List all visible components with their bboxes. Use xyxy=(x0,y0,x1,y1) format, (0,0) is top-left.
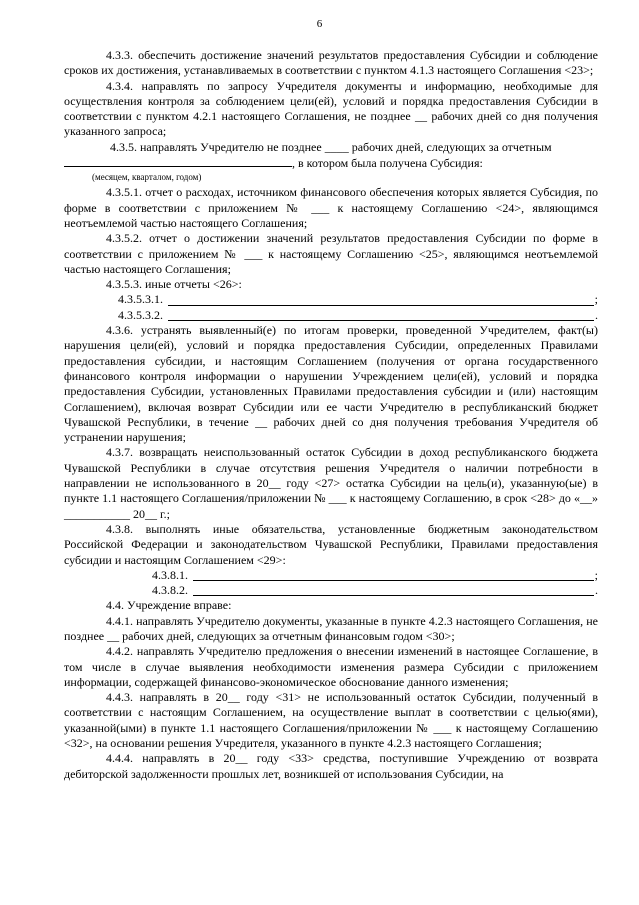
clause-4-3-6: 4.3.6. устранять выявленный(е) по итогам проверки, проведенной Учредителем, факт(ы) нарушения цели(ей), условий и порядка предоставления Субсидии, определенных Правилами предоставления субсидии, и настоящим Соглашением (получения от органа государственного финансового контроля информации о нарушении Учреждением цели(ей), условий и порядка предоставления Субсидии, установленных Правилами предоставления субсидии и (или) настоящим Соглашением), включая возврат Субсидии или ее части Учредителю в республиканский бюджет Чувашской Республики, в течение __ рабочих дней со дня получения требования Учредителя об устранении нарушения; xyxy=(64,323,598,445)
clause-4-3-5-3-2 xyxy=(64,308,598,323)
clause-4-3-4: 4.3.4. направлять по запросу Учредителя документы и информацию, необходимые для осуществления контроля за соблюдением цели(ей), условий и порядка предоставления Субсидии в соответствии с пунктом 4.2.1 настоящего Соглашения, не позднее __ рабочих дней со дня получения указанного запроса; xyxy=(64,78,598,139)
clause-4-3-8-2 xyxy=(64,583,598,598)
blank-line xyxy=(193,584,594,596)
clause-4-4-1: 4.4.1. направлять Учредителю документы, указанные в пункте 4.2.3 настоящего Соглашения, не позднее __ рабочих дней, следующих за отчетным финансовым годом <30>; xyxy=(64,613,598,643)
blank-line xyxy=(168,309,594,321)
line-end: . xyxy=(595,583,598,598)
clause-4-3-8: 4.3.8. выполнять иные обязательства, установленные бюджетным законодательством Российской Федерации и законодательством Чувашской Республики, Правилами предоставления субсидии и настоящим Соглашением <29>: xyxy=(64,521,598,567)
clause-4-3-7: 4.3.7. возвращать неиспользованный остаток Субсидии в доход республиканского бюджета Чувашской Республики в случае отсутствия решения Учредителя о наличии потребности в направлении не использованного в 20__ году <27> остатка Субсидии на цель(и), указанную(ые) в пункте 1.1 настоящего Соглашения/приложении № ___ к настоящему Соглашению, в срок <28> до «__» ___________ 20__ г.; xyxy=(64,445,598,521)
clause-4-3-3: 4.3.3. обеспечить достижение значений результатов предоставления Субсидии и соблюдение сроков их достижения, устанавливаемых в соответствии с пунктом 4.1.3 настоящего Соглашения <23>; xyxy=(64,48,598,78)
clause-4-3-5-text-a: 4.3.5. направлять Учредителю не позднее ____ рабочих дней, следующих за отчетным xyxy=(110,139,552,154)
document-body xyxy=(64,48,598,782)
clause-number: 4.3.5.3.1. xyxy=(118,292,163,307)
clause-4-3-5 xyxy=(64,140,598,172)
clause-4-3-5-1: 4.3.5.1. отчет о расходах, источником финансового обеспечения которых является Субсидия, по форме в соответствии с приложением № ___ к настоящему Соглашению <24>, являющимся неотъемлемой частью настоящего Соглашения; xyxy=(64,185,598,230)
clause-4-4-2: 4.4.2. направлять Учредителю предложения о внесении изменений в настоящее Соглашение, в том числе в случае выявления необходимости изменения размера Субсидии с приложением информации, содержащей финансово-экономическое обоснование данного изменения; xyxy=(64,644,598,689)
clause-4-4-4: 4.4.4. направлять в 20__ году <33> средства, поступившие Учреждению от возврата дебиторской задолженности прошлых лет, возникшей от использования Субсидии, на xyxy=(64,751,598,781)
clause-4-3-8-1 xyxy=(64,568,598,583)
line-end: ; xyxy=(594,292,598,307)
page-number: 6 xyxy=(316,18,323,30)
clause-4-3-5-2: 4.3.5.2. отчет о достижении значений результатов предоставления Субсидии по форме в соответствии с приложением № ___ к настоящему Соглашению <25>, являющимся неотъемлемой частью настоящего Соглашения; xyxy=(64,231,598,276)
blank-line xyxy=(168,294,594,306)
clause-4-4: 4.4. Учреждение вправе: xyxy=(106,598,232,613)
clause-4-3-5-3-1 xyxy=(64,292,598,307)
line-end: ; xyxy=(594,567,598,582)
period-hint: (месяцем, кварталом, годом) xyxy=(92,172,202,183)
clause-4-3-5-3: 4.3.5.3. иные отчеты <26>: xyxy=(106,277,242,292)
clause-4-4-3: 4.4.3. направлять в 20__ году <31> не использованный остаток Субсидии, полученный в соответствии с настоящим Соглашением, на осуществление выплат в соответствии с целью(ями), указанной(ыми) в пункте 1.1 настоящего Соглашения/приложении № ___ к настоящему Соглашению <32>, на основании решения Учредителя, указанного в пункте 4.2.3 настоящего Соглашения; xyxy=(64,690,598,751)
clause-4-3-5-text-b: , в котором была получена Субсидия: xyxy=(292,156,483,171)
clause-number: 4.3.8.2. xyxy=(152,583,188,598)
clause-number: 4.3.8.1. xyxy=(152,567,188,582)
clause-number: 4.3.5.3.2. xyxy=(118,307,163,322)
blank-line xyxy=(193,569,594,581)
period-blank xyxy=(64,155,292,167)
line-end: . xyxy=(595,307,598,322)
